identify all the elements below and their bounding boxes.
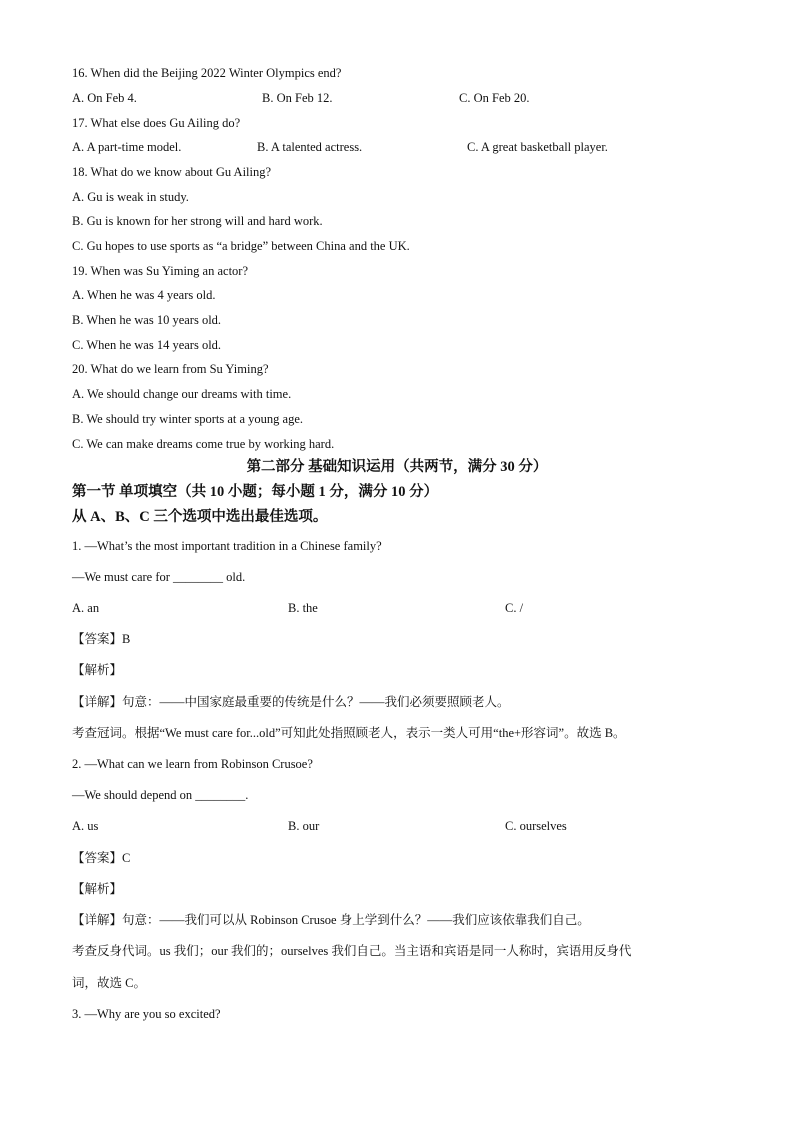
answer-tag: 【答案】 [72,851,123,865]
answer-line-2 [72,850,130,866]
question-16-stem: 16. When did the Beijing 2022 Winter Olympics end? [72,66,342,80]
answer-value: B [122,632,131,646]
blank-question-1-stem: 1. —What’s the most important tradition in a Chinese family? [72,539,382,553]
section-1-title: 第一节 单项填空（共 10 小题；每小题 1 分，满分 10 分） [72,484,439,500]
question-16-option-a: A. On Feb 4. [72,91,137,105]
answer-tag: 【答案】 [72,632,123,646]
blank-question-1-option-a: A. an [72,601,100,615]
question-16-option-c: C. On Feb 20. [459,91,530,105]
question-17-option-c: C. A great basketball player. [467,140,608,154]
explanation-2-part-1: 考查反身代词。us 我们；our 我们的；ourselves 我们自己。当主语和宾语是同一人称时，宾语用反身代 [72,944,632,958]
detail-tag: 【详解】 [72,913,123,927]
question-19-option-b: B. When he was 10 years old. [72,313,222,327]
detail-line-1 [72,694,510,710]
answer-value: C [122,851,131,865]
blank-question-1-dialogue: —We must care for ________ old. [72,570,246,584]
question-19-stem: 19. When was Su Yiming an actor? [72,264,249,278]
blank-question-2-option-c: C. ourselves [505,819,567,833]
answer-line-1 [72,631,130,647]
explanation-2-part-2: 词，故选 C。 [72,976,146,990]
detail-text: 句意：——中国家庭最重要的传统是什么？——我们必须要照顾老人。 [122,695,510,709]
question-17-stem: 17. What else does Gu Ailing do? [72,116,241,130]
question-18-option-a: A. Gu is weak in study. [72,190,189,204]
question-20-stem: 20. What do we learn from Su Yiming? [72,362,269,376]
question-18-option-b: B. Gu is known for her strong will and hard work. [72,214,323,228]
question-17-option-a: A. A part-time model. [72,140,182,154]
blank-question-2-option-b: B. our [288,819,320,833]
question-20-option-a: A. We should change our dreams with time. [72,387,292,401]
question-18-stem: 18. What do we know about Gu Ailing? [72,165,272,179]
question-17-option-b: B. A talented actress. [257,140,363,154]
blank-question-2-option-a: A. us [72,819,99,833]
analysis-tag: 【解析】 [72,663,123,677]
explanation-1: 考查冠词。根据“We must care for...old”可知此处指照顾老人，表示一类人可用“the+形容词”。故选 B。 [72,726,626,740]
blank-question-1-option-c: C. / [505,601,524,615]
blank-question-1-option-b: B. the [288,601,318,615]
question-20-option-b: B. We should try winter sports at a young age. [72,412,304,426]
blank-question-2-dialogue: —We should depend on ________. [72,788,249,802]
detail-tag: 【详解】 [72,695,123,709]
analysis-tag: 【解析】 [72,882,123,896]
question-19-option-a: A. When he was 4 years old. [72,288,216,302]
question-19-option-c: C. When he was 14 years old. [72,338,222,352]
blank-question-3-stem: 3. —Why are you so excited? [72,1007,221,1021]
section-1-instruction: 从 A、B、C 三个选项中选出最佳选项。 [72,509,328,525]
part-2-title: 第二部分 基础知识运用（共两节，满分 30 分） [246,459,548,475]
blank-question-2-stem: 2. —What can we learn from Robinson Crusoe? [72,757,313,771]
detail-line-2 [72,912,590,928]
question-16-option-b: B. On Feb 12. [262,91,333,105]
detail-text: 句意：——我们可以从 Robinson Crusoe 身上学到什么？——我们应该依靠我们自己。 [122,913,590,927]
question-20-option-c: C. We can make dreams come true by working hard. [72,437,335,451]
question-18-option-c: C. Gu hopes to use sports as “a bridge” between China and the UK. [72,239,410,253]
